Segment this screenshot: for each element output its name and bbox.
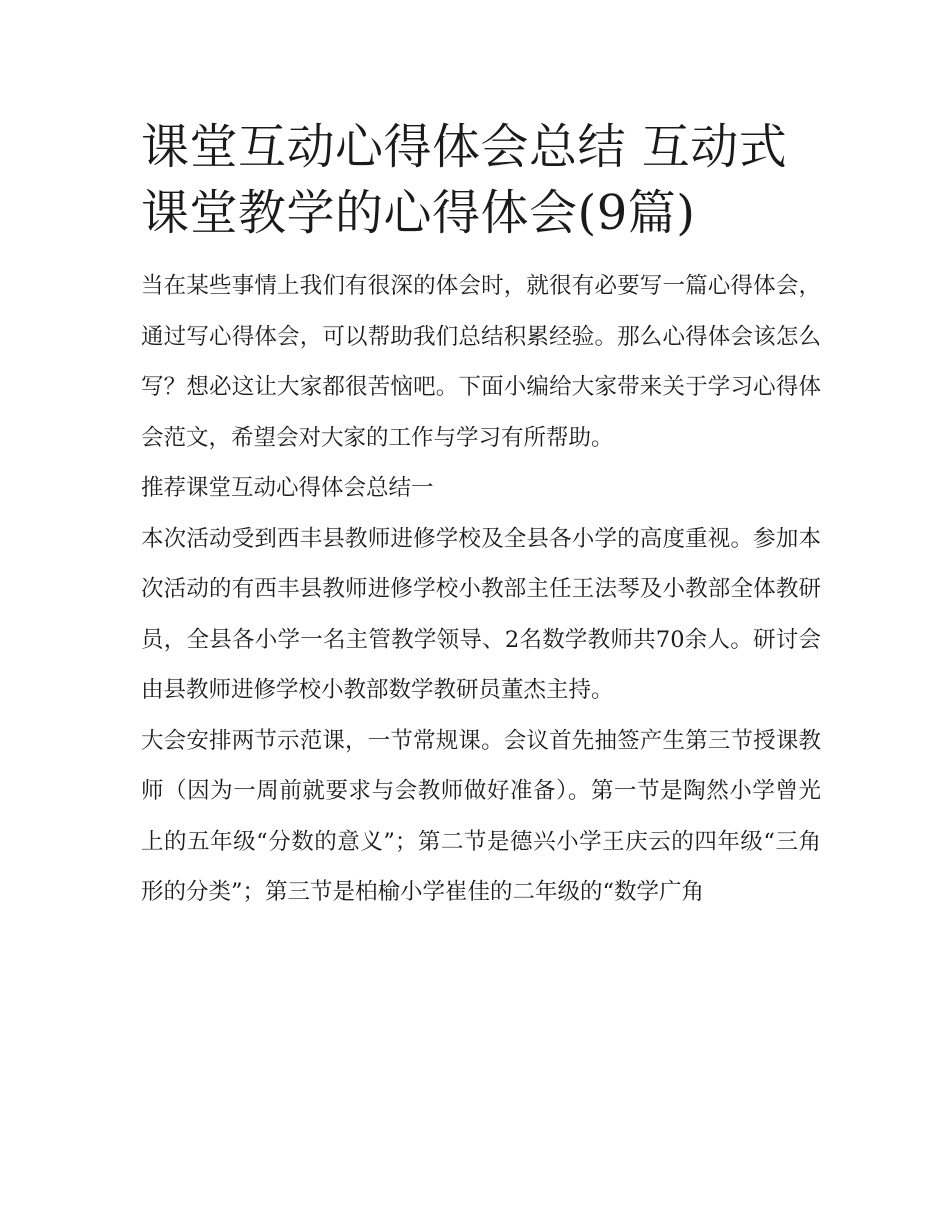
section-heading: 推荐课堂互动心得体会总结一 [141,475,434,501]
paragraph-activity: 本次活动受到西丰县教师进修学校及全县各小学的高度重视。参加本次活动的有西丰县教师进修学校小教部主任王法琴及小教部全体教研员，全县各小学一名主管教学领导、2名数学教师共70余人。研讨会由县教师进修学校小教部数学教研员董杰主持。 [141,525,821,703]
document-content [141,114,821,918]
document-title: 课堂互动心得体会总结 互动式课堂教学的心得体会(9篇) [141,119,788,241]
paragraph-intro: 当在某些事情上我们有很深的体会时，就很有必要写一篇心得体会，通过写心得体会，可以帮助我们总结积累经验。那么心得体会该怎么写？想必这让大家都很苦恼吧。下面小编给大家带来关于学习心得体会范文，希望会对大家的工作与学习有所帮助。 [141,273,821,451]
document-body [141,261,821,918]
paragraph-lessons: 大会安排两节示范课，一节常规课。会议首先抽签产生第三节授课教师（因为一周前就要求与会教师做好准备）。第一节是陶然小学曾光上的五年级“分数的意义”；第二节是德兴小学王庆云的四年级“三角形的分类”；第三节是柏榆小学崔佳的二年级的“数学广角 [141,727,821,905]
